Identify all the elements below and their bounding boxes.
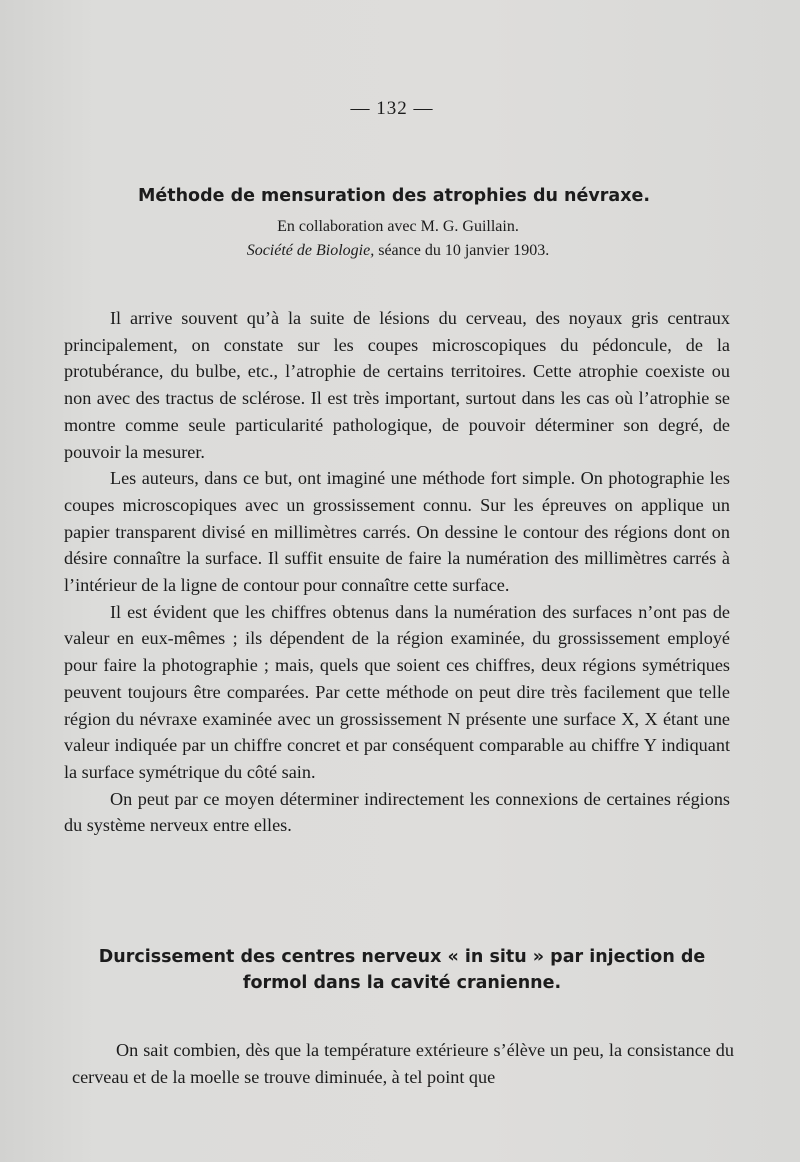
page-number: — 132 — bbox=[350, 98, 434, 119]
section-title-2: Durcissement des centres nerveux « in situ » par injection de formol dans la cavité cranienne. bbox=[98, 947, 706, 993]
source-session: séance du 10 janvier 1903. bbox=[378, 242, 550, 259]
section-title: Méthode de mensuration des atrophies du névraxe. bbox=[137, 186, 651, 206]
collaboration-line: En collaboration avec M. G. Guillain. bbox=[277, 218, 519, 235]
section-body bbox=[64, 305, 730, 839]
paragraph: On sait combien, dès que la température extérieure s’élève un peu, la consistance du cerveau et de la moelle se trouve diminuée, à tel point que bbox=[72, 1040, 734, 1087]
source-line bbox=[90, 242, 706, 260]
paragraph: Il est évident que les chiffres obtenus dans la numération des surfaces n’ont pas de valeur en eux-mêmes ; ils dépendent de la région examinée, du grossissement employé pour faire la photographie ; mais, quels que soient ces chiffres, deux régions symétriques peuvent toujours être comparées. Par cette méthode on peut dire très facilement que telle région du névraxe examinée avec un grossissement N présente une surface X, X étant une valeur indiquée par un chiffre concret et par conséquent comparable au chiffre Y indiquant la surface symétrique du côté sain. bbox=[64, 601, 730, 782]
paragraph: On peut par ce moyen déterminer indirectement les connexions de certaines régions du système nerveux entre elles. bbox=[64, 788, 730, 836]
paragraph: Il arrive souvent qu’à la suite de lésions du cerveau, des noyaux gris centraux principalement, on constate sur les coupes microscopiques du pédoncule, de la protubérance, du bulbe, etc., l’atrophie de certains territoires. Cette atrophie coexiste ou non avec des tractus de sclérose. Il est très important, surtout dans les cas où l’atrophie se montre comme seule particularité pathologique, de pouvoir déterminer son degré, de pouvoir la mesurer. bbox=[64, 308, 730, 462]
source-journal: Société de Biologie, bbox=[246, 242, 375, 259]
section-body-2 bbox=[72, 1037, 734, 1090]
paragraph: Les auteurs, dans ce but, ont imaginé une méthode fort simple. On photographie les coupes microscopiques avec un grossissement connu. Sur les épreuves on applique un papier transparent divisé en millimètres carrés. On dessine le contour des régions dont on désire connaître la surface. Il suffit ensuite de faire la numération des millimètres carrés à l’intérieur de la ligne de contour pour connaître cette surface. bbox=[64, 468, 730, 596]
